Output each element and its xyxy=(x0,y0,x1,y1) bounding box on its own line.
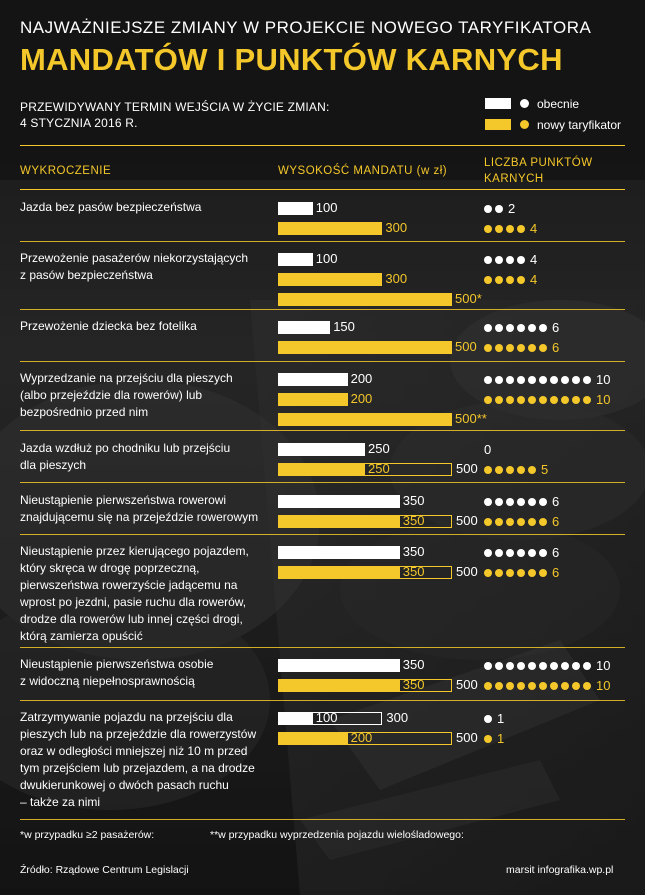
point-dot xyxy=(539,549,547,557)
offense-label xyxy=(20,199,270,216)
fine-value-label: 350 xyxy=(402,513,425,528)
fine-range-label: 500 xyxy=(456,730,478,745)
footnote-1: *w przypadku ≥2 pasażerów: xyxy=(20,829,155,841)
point-dot xyxy=(495,396,503,404)
point-dot xyxy=(495,518,503,526)
points-new-value: 6 xyxy=(552,340,560,355)
column-header-points-1: LICZBA PUNKTÓW xyxy=(484,157,593,169)
fine-range-label: 500 xyxy=(456,513,478,528)
offense-label-line: Przewożenie pasażerów niekorzystających xyxy=(20,251,249,265)
point-dot xyxy=(539,396,547,404)
point-dot xyxy=(583,376,591,384)
point-dot xyxy=(495,466,503,474)
point-dot xyxy=(583,662,591,670)
point-dot xyxy=(484,518,492,526)
point-dot xyxy=(561,396,569,404)
fine-value-label: 500* xyxy=(455,291,482,306)
offense-label xyxy=(20,492,270,526)
column-header-fine: WYSOKOŚĆ MANDATU (w zł) xyxy=(278,165,448,177)
offense-label-line: Wyprzedzanie na przejściu dla pieszych xyxy=(20,371,233,385)
fine-range-label: 300 xyxy=(386,710,409,725)
point-dot xyxy=(506,569,514,577)
offense-label xyxy=(20,656,270,690)
offense-label-line: którą zamierza opuścić xyxy=(20,629,143,643)
offense-label-line: Nieustąpienie pierwszeństwa rowerowi xyxy=(20,493,227,507)
point-dot xyxy=(572,396,580,404)
offense-label-line: Nieustąpienie pierwszeństwa osobie xyxy=(20,657,214,671)
fine-value-label: 300 xyxy=(385,220,408,235)
fine-value-label: 250 xyxy=(368,441,390,456)
point-dot xyxy=(484,205,492,213)
point-dot xyxy=(550,682,558,690)
point-dot xyxy=(495,569,503,577)
bar-current-fine xyxy=(278,546,400,559)
offense-label xyxy=(20,370,270,421)
footnote-rule xyxy=(20,819,625,820)
point-dot xyxy=(517,569,525,577)
offense-label xyxy=(20,709,270,811)
offense-label-line: bezpośrednio przed nim xyxy=(20,405,149,419)
offense-label xyxy=(20,543,270,645)
offense-label-line: (albo przejeździe dla rowerów) lub xyxy=(20,388,203,402)
point-dot xyxy=(572,682,580,690)
fine-value-label: 150 xyxy=(333,319,355,334)
offense-label-line: oraz w odległości mniejszej niż 10 m przed xyxy=(20,744,248,758)
point-dot xyxy=(517,662,525,670)
bar-new-fine-range xyxy=(278,566,452,579)
point-dot xyxy=(495,344,503,352)
bar-new-fine xyxy=(278,293,452,306)
offense-label-line: Jazda bez pasów bezpieczeństwa xyxy=(20,200,202,214)
legend-current-bar xyxy=(485,98,511,109)
point-dot xyxy=(506,256,514,264)
point-dot xyxy=(517,498,525,506)
fine-value-label: 200 xyxy=(350,391,373,406)
bar-new-fine-range xyxy=(278,463,452,476)
point-dot xyxy=(484,376,492,384)
point-dot xyxy=(517,549,525,557)
legend-current-dot xyxy=(520,99,529,108)
points-new-value: 10 xyxy=(596,392,611,407)
fine-value-label: 350 xyxy=(402,493,425,508)
points-current-value: 6 xyxy=(552,545,560,560)
points-new-value: 1 xyxy=(497,731,505,746)
point-dot xyxy=(583,396,591,404)
point-dot xyxy=(495,662,503,670)
point-dot xyxy=(484,344,492,352)
fine-range-label: 500 xyxy=(456,564,478,579)
row-separator xyxy=(20,361,625,362)
points-new-value: 4 xyxy=(530,221,538,236)
offense-label-line: z pasów bezpieczeństwa xyxy=(20,268,153,282)
offense-label-line: wprost po jezdni, pasie ruchu dla rowerów, xyxy=(20,595,247,609)
offense-label-line: Jazda wzdłuż po chodniku lub przejściu xyxy=(20,441,231,455)
point-dot xyxy=(517,518,525,526)
points-current-value: 4 xyxy=(530,252,538,267)
point-dot xyxy=(484,396,492,404)
point-dot xyxy=(517,256,525,264)
point-dot xyxy=(539,324,547,332)
point-dot xyxy=(495,225,503,233)
point-dot xyxy=(517,344,525,352)
point-dot xyxy=(484,256,492,264)
points-current-value: 10 xyxy=(596,658,611,673)
point-dot xyxy=(539,682,547,690)
point-dot xyxy=(572,662,580,670)
point-dot xyxy=(484,276,492,284)
column-header-offense: WYKROCZENIE xyxy=(20,165,112,177)
legend-current-label: obecnie xyxy=(537,97,580,111)
fine-value-label: 200 xyxy=(350,371,373,386)
point-dot xyxy=(550,396,558,404)
point-dot xyxy=(528,518,536,526)
bar-new-fine xyxy=(278,341,452,354)
offense-label-line: tym przejściem lub przejazdem, a na drodze xyxy=(20,761,255,775)
fine-value-label: 100 xyxy=(315,710,338,725)
point-dot xyxy=(484,549,492,557)
bar-new-fine xyxy=(278,273,382,286)
row-separator xyxy=(20,241,625,242)
point-dot xyxy=(484,662,492,670)
point-dot xyxy=(506,276,514,284)
fine-value-label: 100 xyxy=(315,251,338,266)
point-dot xyxy=(506,225,514,233)
point-dot xyxy=(572,376,580,384)
fine-value-label: 250 xyxy=(368,461,390,476)
point-dot xyxy=(528,662,536,670)
offense-label xyxy=(20,440,270,474)
row-separator xyxy=(20,430,625,431)
point-dot xyxy=(506,682,514,690)
point-dot xyxy=(484,569,492,577)
fine-value-label: 350 xyxy=(402,564,425,579)
point-dot xyxy=(506,518,514,526)
bar-current-fine xyxy=(278,495,400,508)
effective-date: 4 STYCZNIA 2016 R. xyxy=(20,116,138,130)
point-dot xyxy=(517,466,525,474)
title-line-2: MANDATÓW I PUNKTÓW KARNYCH xyxy=(20,42,563,77)
point-dot xyxy=(495,324,503,332)
point-dot xyxy=(506,549,514,557)
point-dot xyxy=(484,715,492,723)
fine-value-label: 500 xyxy=(455,339,477,354)
point-dot xyxy=(528,344,536,352)
point-dot xyxy=(561,662,569,670)
row-separator xyxy=(20,534,625,535)
point-dot xyxy=(517,396,525,404)
offense-label-line: znajdującemu się na przejeździe rowerowym xyxy=(20,510,259,524)
point-dot xyxy=(550,662,558,670)
row-separator xyxy=(20,700,625,701)
points-new-value: 5 xyxy=(541,462,549,477)
points-new-value: 10 xyxy=(596,678,611,693)
point-dot xyxy=(517,324,525,332)
point-dot xyxy=(528,569,536,577)
points-current-value: 10 xyxy=(596,372,611,387)
point-dot xyxy=(506,344,514,352)
fine-value-label: 350 xyxy=(402,677,425,692)
point-dot xyxy=(528,549,536,557)
points-new-value: 6 xyxy=(552,514,560,529)
point-dot xyxy=(484,466,492,474)
fine-value-label: 350 xyxy=(402,544,425,559)
point-dot xyxy=(528,682,536,690)
row-separator xyxy=(20,309,625,310)
point-dot xyxy=(583,682,591,690)
author-credit: marsit infografika.wp.pl xyxy=(506,864,614,876)
bar-current-fine xyxy=(278,659,400,672)
offense-label-line: Przewożenie dziecka bez fotelika xyxy=(20,319,197,333)
point-dot xyxy=(484,682,492,690)
bar-new-fine xyxy=(278,393,348,406)
point-dot xyxy=(539,569,547,577)
point-dot xyxy=(539,344,547,352)
column-header-points-2: KARNYCH xyxy=(484,173,544,185)
point-dot xyxy=(561,682,569,690)
header-rule-bottom xyxy=(20,189,625,190)
fine-value-label: 350 xyxy=(402,657,425,672)
point-dot xyxy=(539,662,547,670)
offense-label-line: który skręca w drogę poprzeczną, xyxy=(20,561,200,575)
point-dot xyxy=(484,498,492,506)
bar-new-fine xyxy=(278,222,382,235)
offense-label-line: pieszych lub na przejeździe dla rowerzystów xyxy=(20,727,257,741)
fine-value-label: 100 xyxy=(315,200,338,215)
points-current-value: 6 xyxy=(552,320,560,335)
bar-current-fine xyxy=(278,373,348,386)
point-dot xyxy=(528,498,536,506)
point-dot xyxy=(484,324,492,332)
offense-label-line: Nieustąpienie przez kierującego pojazdem, xyxy=(20,544,249,558)
points-new-value: 4 xyxy=(530,272,538,287)
points-current-value: 1 xyxy=(497,711,505,726)
fine-range-label: 500 xyxy=(456,461,478,476)
source-credit: Źródło: Rządowe Centrum Legislacji xyxy=(20,864,189,876)
point-dot xyxy=(517,682,525,690)
point-dot xyxy=(495,276,503,284)
point-dot xyxy=(539,376,547,384)
fine-value-label: 200 xyxy=(350,730,373,745)
point-dot xyxy=(528,376,536,384)
effective-date-note: PRZEWIDYWANY TERMIN WEJŚCIA W ŻYCIE ZMIAN: xyxy=(20,100,330,114)
point-dot xyxy=(495,205,503,213)
fine-range-label: 500 xyxy=(456,677,478,692)
offense-label-line: Zatrzymywanie pojazdu na przejściu dla xyxy=(20,710,233,724)
point-dot xyxy=(528,466,536,474)
point-dot xyxy=(495,498,503,506)
point-dot xyxy=(517,376,525,384)
row-separator xyxy=(20,647,625,648)
offense-label-line: – także za nimi xyxy=(20,795,101,809)
points-current-value: 2 xyxy=(508,201,516,216)
legend-new-dot xyxy=(520,120,529,129)
point-dot xyxy=(495,549,503,557)
legend-new-label: nowy taryfikator xyxy=(537,118,622,132)
point-dot xyxy=(506,324,514,332)
offense-label-line: pierwszeństwa rowerzyście jadącemu na xyxy=(20,578,238,592)
point-dot xyxy=(561,376,569,384)
point-dot xyxy=(539,498,547,506)
point-dot xyxy=(550,376,558,384)
point-dot xyxy=(495,256,503,264)
bar-current-fine xyxy=(278,253,313,266)
point-dot xyxy=(506,498,514,506)
point-dot xyxy=(517,276,525,284)
point-dot xyxy=(495,682,503,690)
point-dot xyxy=(539,518,547,526)
point-dot xyxy=(506,396,514,404)
point-dot xyxy=(517,225,525,233)
bar-new-fine-range xyxy=(278,515,452,528)
point-dot xyxy=(528,396,536,404)
bar-new-fine xyxy=(278,413,452,426)
offense-label-line: dla pieszych xyxy=(20,458,87,472)
bar-current-fine xyxy=(278,321,330,334)
point-dot xyxy=(484,735,492,743)
points-current-value: 0 xyxy=(484,442,492,457)
fine-value-label: 500** xyxy=(455,411,487,426)
offense-label-line: dwukierunkowej o dwóch pasach ruchu xyxy=(20,778,229,792)
bar-new-fine-range xyxy=(278,679,452,692)
footnote-2: **w przypadku wyprzedzenia pojazdu wielośladowego: xyxy=(210,829,464,841)
point-dot xyxy=(495,376,503,384)
offense-label xyxy=(20,318,270,335)
point-dot xyxy=(506,662,514,670)
point-dot xyxy=(506,376,514,384)
points-current-value: 6 xyxy=(552,494,560,509)
fine-value-label: 300 xyxy=(385,271,408,286)
offense-label-line: drodze dla rowerów lub innej części drogi, xyxy=(20,612,243,626)
point-dot xyxy=(528,324,536,332)
offense-label xyxy=(20,250,270,284)
row-separator xyxy=(20,482,625,483)
offense-label-line: z widoczną niepełnosprawnością xyxy=(20,674,195,688)
points-new-value: 6 xyxy=(552,565,560,580)
header-rule-top xyxy=(20,145,625,146)
title-line-1: NAJWAŻNIEJSZE ZMIANY W PROJEKCIE NOWEGO TARYFIKATORA xyxy=(20,18,592,37)
point-dot xyxy=(506,466,514,474)
bar-current-fine xyxy=(278,202,313,215)
bar-current-fine xyxy=(278,443,365,456)
point-dot xyxy=(484,225,492,233)
legend-new-bar xyxy=(485,119,511,130)
